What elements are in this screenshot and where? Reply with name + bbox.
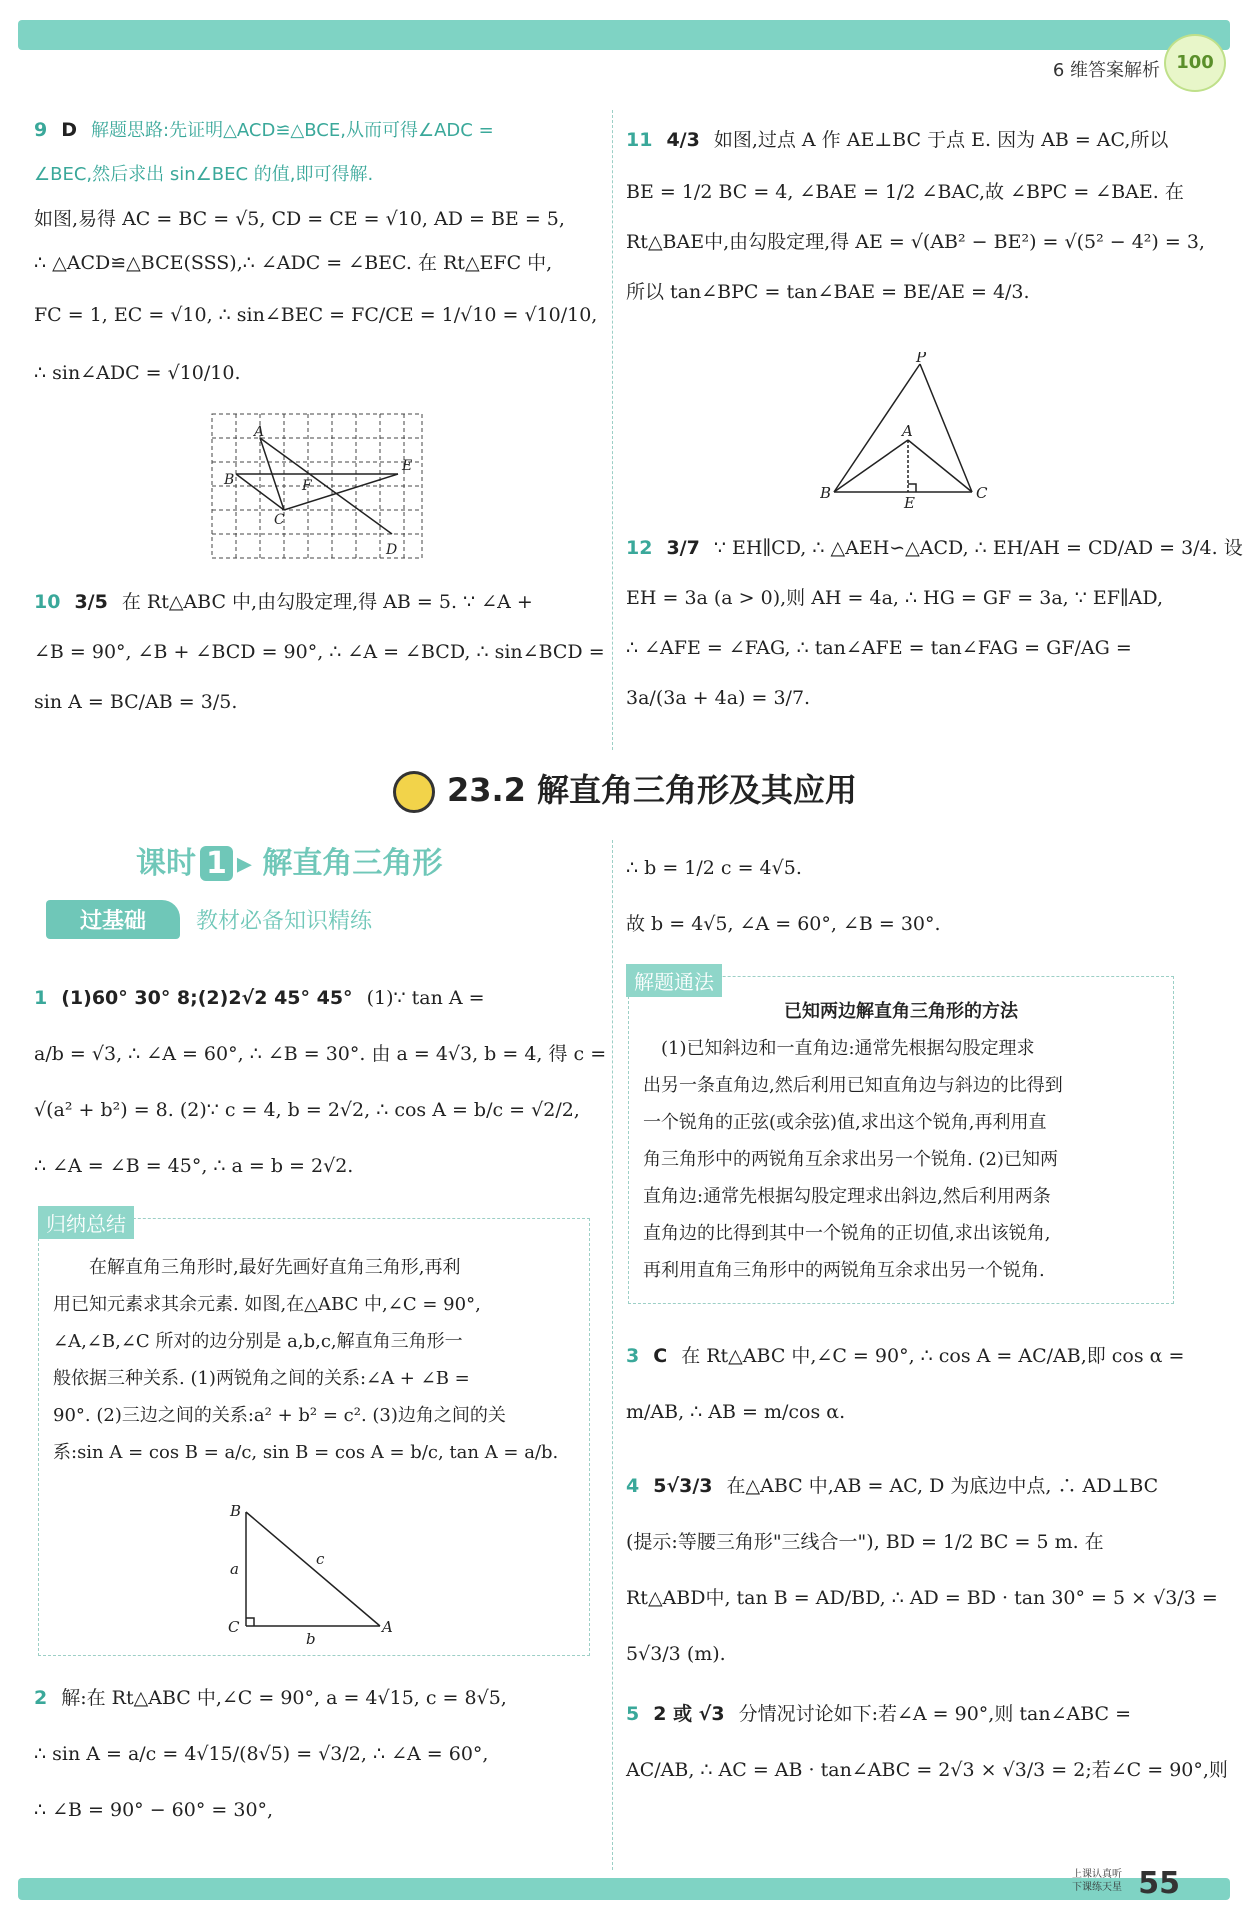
answer: (1)60° 30° 8;(2)2√2 45° 45° xyxy=(61,987,353,1009)
solution-line: 在 Rt△ABC 中,由勾股定理,得 AB = 5. ∵ ∠A + xyxy=(121,591,533,613)
basics-banner xyxy=(46,900,598,940)
solution-line: ∴ ∠A = ∠B = 45°, ∴ a = b = 2√2. xyxy=(34,1155,354,1177)
right-mid xyxy=(626,840,1206,952)
method-line: 出另一条直角边,然后利用已知直角边与斜边的比得到 xyxy=(643,1075,1063,1096)
left-q2 xyxy=(34,1670,599,1838)
solution-line: Rt△BAE中,由勾股定理,得 AE = √(AB² − BE²) = √(5² − 4²) = 3, xyxy=(626,231,1205,253)
fig-label: A xyxy=(382,1618,393,1636)
solution-line: (提示:等腰三角形"三线合一"), BD = 1/2 BC = 5 m. 在 xyxy=(626,1531,1104,1553)
hint-text: ∠BEC,然后求出 sin∠BEC 的值,即可得解. xyxy=(34,164,374,185)
grid-label: A xyxy=(254,424,265,440)
fig-label: b xyxy=(306,1630,316,1648)
solution-line: m/AB, ∴ AB = m/cos α. xyxy=(626,1401,846,1423)
question-number: 5 xyxy=(626,1703,640,1725)
triangle-label: A xyxy=(902,422,913,440)
right-q12 xyxy=(626,526,1243,720)
section-title: 23.2 解直角三角形及其应用 xyxy=(0,765,1250,813)
hint-text: 解题思路:先证明△ACD≌△BCE,从而可得∠ADC = xyxy=(91,120,494,141)
solution-line: 解:在 Rt△ABC 中,∠C = 90°, a = 4√15, c = 8√5, xyxy=(61,1687,507,1709)
summary-line: 般依据三种关系. (1)两锐角之间的关系:∠A + ∠B = xyxy=(53,1368,470,1389)
solution-line: 故 b = 4√5, ∠A = 60°, ∠B = 30°. xyxy=(626,913,941,935)
solution-line: 在△ABC 中,AB = AC, D 为底边中点, ∴ AD⊥BC xyxy=(726,1475,1159,1497)
summary-line: 90°. (2)三边之间的关系:a² + b² = c². (3)边角之间的关 xyxy=(53,1405,506,1426)
fig-label: B xyxy=(230,1502,242,1520)
solution-line: 所以 tan∠BPC = tan∠BAE = BE/AE = 4/3. xyxy=(626,281,1030,303)
answer: D xyxy=(61,119,78,141)
answer: 4/3 xyxy=(666,129,700,151)
question-number: 12 xyxy=(626,537,653,559)
answer: 3/7 xyxy=(666,537,700,559)
column-divider-bottom xyxy=(612,840,613,1870)
solution-line: 5√3/3 (m). xyxy=(626,1643,726,1665)
summary-line: 在解直角三角形时,最好先画好直角三角形,再利 xyxy=(89,1257,461,1278)
solution-line: BE = 1/2 BC = 4, ∠BAE = 1/2 ∠BAC,故 ∠BPC = ∠BAE. 在 xyxy=(626,181,1184,203)
method-line: 直角边:通常先根据勾股定理求出斜边,然后利用两条 xyxy=(643,1186,1051,1207)
grid-figure xyxy=(210,412,426,564)
left-q1 xyxy=(34,970,607,1194)
lesson-title: 课时 1 ▸ 解直角三角形 xyxy=(136,846,443,881)
method-line: 一个锐角的正弦(或余弦)值,求出这个锐角,再利用直 xyxy=(643,1112,1047,1133)
triangle-label: B xyxy=(820,484,832,502)
solution-line: √(a² + b²) = 8. (2)∵ c = 4, b = 2√2, ∴ cos A = b/c = √2/2, xyxy=(34,1099,580,1121)
bottom-bar xyxy=(18,1878,1230,1900)
solution-line: ∴ sin A = a/c = 4√15/(8√5) = √3/2, ∴ ∠A = 60°, xyxy=(34,1743,489,1765)
question-number: 3 xyxy=(626,1345,640,1367)
solution-line: 在 Rt△ABC 中,∠C = 90°, ∴ cos A = AC/AB,即 cos α = xyxy=(681,1345,1185,1367)
left-top-column xyxy=(34,108,599,395)
triangle-label: P xyxy=(916,352,927,366)
method-box xyxy=(628,976,1174,1304)
fig-label: c xyxy=(316,1550,325,1568)
solution-line: 3a/(3a + 4a) = 3/7. xyxy=(626,687,811,709)
column-divider-top xyxy=(612,110,613,750)
logo-icon: 100 xyxy=(1164,34,1226,92)
answer: 3/5 xyxy=(74,591,108,613)
top-bar xyxy=(18,20,1230,50)
method-title: 已知两边解直角三角形的方法 xyxy=(784,1001,1018,1022)
right-top-column xyxy=(626,118,1206,314)
slogan: 上课认真听 下课练天星 xyxy=(1072,1869,1122,1893)
method-line: (1)已知斜边和一直角边:通常先根据勾股定理求 xyxy=(661,1038,1035,1059)
solution-line: ∠B = 90°, ∠B + ∠BCD = 90°, ∴ ∠A = ∠BCD, ∴ sin∠BCD = xyxy=(34,641,605,663)
triangle-label: C xyxy=(976,484,988,502)
triangle-figure xyxy=(820,352,990,512)
solution-line: ∴ sin∠ADC = √10/10. xyxy=(34,362,241,384)
fig-label: C xyxy=(228,1618,240,1636)
solution-line: ∴ ∠AFE = ∠FAG, ∴ tan∠AFE = tan∠FAG = GF/AG = xyxy=(626,637,1132,659)
grid-label: E xyxy=(402,458,413,474)
question-number: 9 xyxy=(34,119,48,141)
banner-tag: 过基础 xyxy=(46,900,180,939)
solution-line: EH = 3a (a > 0),则 AH = 4a, ∴ HG = GF = 3a, ∵ EF∥AD, xyxy=(626,587,1164,609)
page-number: 55 xyxy=(1138,1866,1180,1901)
grid-label: B xyxy=(224,472,235,488)
answer: 2 或 √3 xyxy=(653,1703,725,1725)
solution-line: (1)∵ tan A = xyxy=(366,987,485,1009)
solution-line: AC/AB, ∴ AC = AB · tan∠ABC = 2√3 × √3/3 = 2;若∠C = 90°,则 xyxy=(626,1759,1228,1781)
solution-line: ∵ EH∥CD, ∴ △AEH∽△ACD, ∴ EH/AH = CD/AD = 3/4. 设 xyxy=(713,537,1243,559)
solution-line: 分情况讨论如下:若∠A = 90°,则 tan∠ABC = xyxy=(738,1703,1132,1725)
solution-line: ∴ ∠B = 90° − 60° = 30°, xyxy=(34,1799,274,1821)
fig-label: a xyxy=(230,1560,239,1578)
summary-line: ∠A,∠B,∠C 所对的边分别是 a,b,c,解直角三角形一 xyxy=(53,1331,463,1352)
summary-line: 用已知元素求其余元素. 如图,在△ABC 中,∠C = 90°, xyxy=(53,1294,481,1315)
method-label: 解题通法 xyxy=(626,964,722,997)
solution-line: ∴ △ACD≌△BCE(SSS),∴ ∠ADC = ∠BEC. 在 Rt△EFC 中, xyxy=(34,252,553,274)
question-number: 11 xyxy=(626,129,653,151)
question-number: 10 xyxy=(34,591,61,613)
right-triangle-figure xyxy=(224,1502,394,1648)
solution-line: 如图,易得 AC = BC = √5, CD = CE = √10, AD = BE = 5, xyxy=(34,208,565,230)
solution-line: sin A = BC/AB = 3/5. xyxy=(34,691,238,713)
question-number: 2 xyxy=(34,1687,48,1709)
summary-label: 归纳总结 xyxy=(38,1206,134,1239)
method-line: 角三角形中的两锐角互余求出另一个锐角. (2)已知两 xyxy=(643,1149,1058,1170)
triangle-label: E xyxy=(904,494,915,512)
solution-line: Rt△ABD中, tan B = AD/BD, ∴ AD = BD · tan 30° = 5 × √3/3 = xyxy=(626,1587,1218,1609)
grid-label: F xyxy=(302,478,312,494)
method-line: 再利用直角三角形中的两锐角互余求出另一个锐角. xyxy=(643,1260,1045,1281)
solution-line: 如图,过点 A 作 AE⊥BC 于点 E. 因为 AB = AC,所以 xyxy=(713,129,1169,151)
left-q10 xyxy=(34,580,605,724)
question-number: 4 xyxy=(626,1475,640,1497)
header-title: 6 维答案解析 xyxy=(1052,60,1160,81)
banner-subtitle: 教材必备知识精练 xyxy=(196,909,373,934)
summary-line: 系:sin A = cos B = a/c, sin B = cos A = b/c, tan A = a/b. xyxy=(53,1442,559,1463)
question-number: 1 xyxy=(34,987,48,1009)
answer: 5√3/3 xyxy=(653,1475,713,1497)
solution-line: a/b = √3, ∴ ∠A = 60°, ∴ ∠B = 30°. 由 a = 4√3, b = 4, 得 c = xyxy=(34,1043,607,1065)
solution-line: FC = 1, EC = √10, ∴ sin∠BEC = FC/CE = 1/√10 = √10/10, xyxy=(34,304,598,326)
star-icon xyxy=(393,771,435,813)
method-line: 直角边的比得到其中一个锐角的正切值,求出该锐角, xyxy=(643,1223,1051,1244)
answer: C xyxy=(653,1345,668,1367)
solution-line: ∴ b = 1/2 c = 4√5. xyxy=(626,857,802,879)
right-q3-q5 xyxy=(626,1328,1228,1798)
grid-label: C xyxy=(274,512,285,528)
grid-label: D xyxy=(386,542,398,558)
